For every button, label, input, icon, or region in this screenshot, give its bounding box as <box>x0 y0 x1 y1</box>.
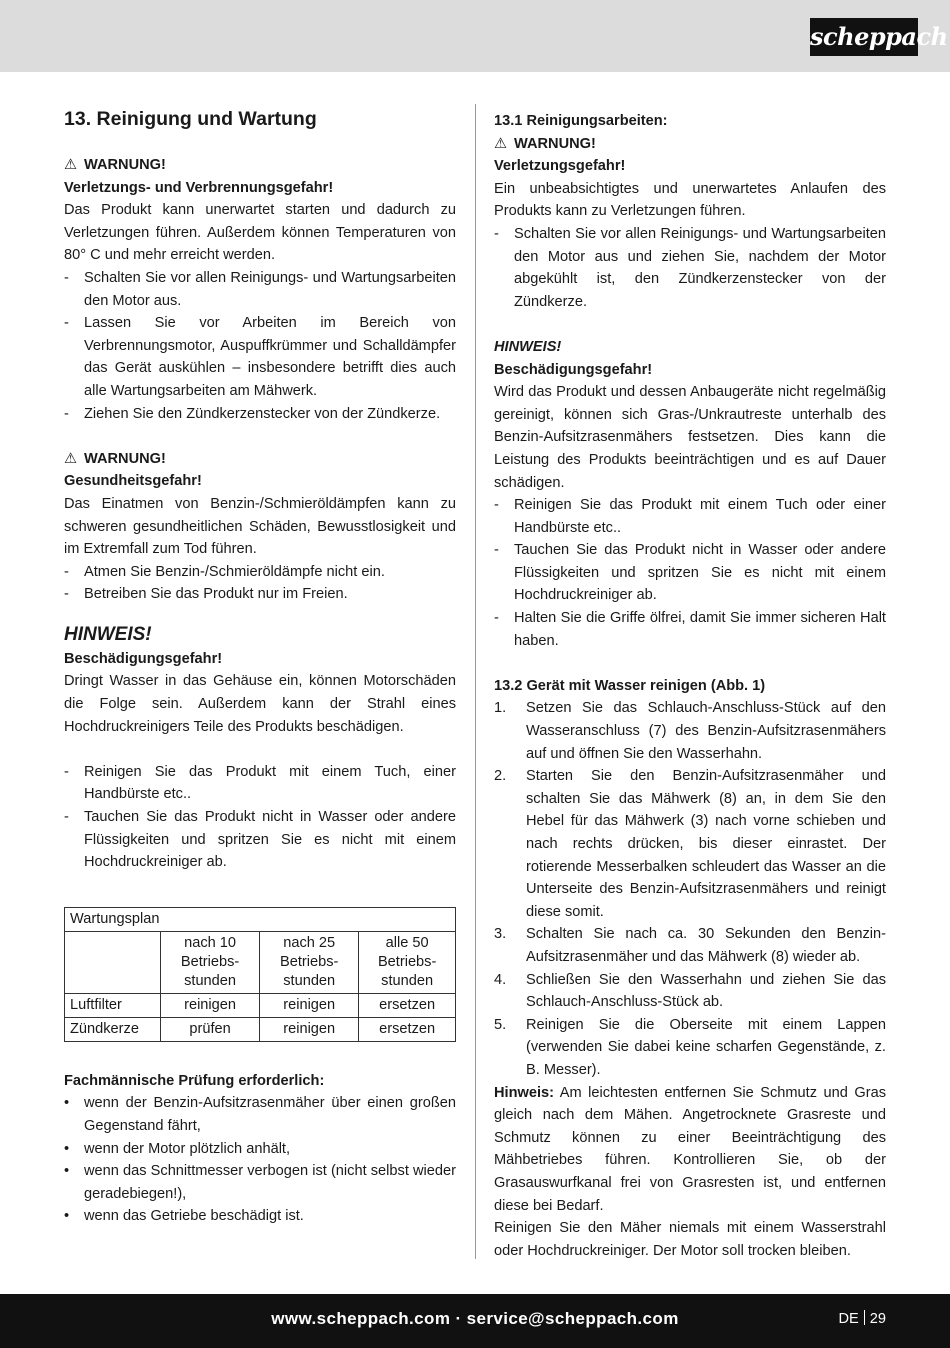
table-corner <box>65 931 161 993</box>
notice-heading: HINWEIS! <box>494 338 562 355</box>
list-item: - Reinigen Sie das Produkt mit einem Tuch oder einer Handbürste etc.. <box>494 494 886 539</box>
step-item <box>494 969 886 1014</box>
warning-triangle-icon: ⚠ <box>64 450 78 467</box>
page-header <box>0 0 950 72</box>
warning-heading <box>64 154 456 177</box>
notice-text: Wird das Produkt und dessen Anbaugeräte nicht regelmäßig gereinigt, können sich Gras-/Unkrautreste unterhalb des Benzin-Aufsitzrasenmähers festsetzen. Dies kann die Leistung des Produkts beeinträchtigen und es auf Dauer schädigen. <box>494 384 886 491</box>
list-item: • wenn das Getriebe beschädigt ist. <box>64 1205 456 1228</box>
step-text: Schließen Sie den Wasserhahn und ziehen Sie das Schlauch-Anschluss-Stück ab. <box>526 971 886 1011</box>
warning-subheading: Verletzungsgefahr! <box>494 158 626 175</box>
table-cell: reinigen <box>260 1017 359 1041</box>
subsection-title: 13.2 Gerät mit Wasser reinigen (Abb. 1) <box>494 677 766 694</box>
table-cell: prüfen <box>161 1017 260 1041</box>
step-number: 3. <box>494 926 507 943</box>
footer-contact: www.scheppach.com · service@scheppach.com <box>271 1309 679 1328</box>
list-item: • wenn der Benzin-Aufsitzrasenmäher über einen großen Gegenstand fährt, <box>64 1092 456 1137</box>
warning-text: Das Einatmen von Benzin-/Schmieröldämpfen kann zu schweren gesundheitlichen Schäden, Bewusstlosigkeit und im Extremfall zum Tod führen. <box>64 495 456 558</box>
table-cell: ersetzen <box>359 993 456 1017</box>
inspection-heading: Fachmännische Prüfung erforderlich: <box>64 1072 325 1089</box>
warning-label: WARNUNG! <box>514 135 596 152</box>
list-item: - Reinigen Sie das Produkt mit einem Tuch, einer Handbürste etc.. <box>64 761 456 806</box>
table-cell: ersetzen <box>359 1017 456 1041</box>
table-row-label: Luftfilter <box>65 993 161 1017</box>
page-footer <box>0 1294 950 1348</box>
notice-subheading: Beschädigungsgefahr! <box>494 361 653 378</box>
subsection-title: 13.1 Reinigungsarbeiten: <box>494 113 668 129</box>
warning-triangle-icon: ⚠ <box>64 157 78 173</box>
list-item: - Schalten Sie vor allen Reinigungs- und Wartungsarbeiten den Motor aus. <box>64 267 456 312</box>
warning-heading <box>494 133 886 156</box>
table-title: Wartungsplan <box>65 907 456 931</box>
notice-text: Dringt Wasser in das Gehäuse ein, können Motorschäden die Folge sein. Außerdem kann der Strahl eines Hochdruckreinigers Teile des Produkts beschädigen. <box>64 673 456 735</box>
step-number: 1. <box>494 700 507 717</box>
language-code: DE <box>838 1311 859 1327</box>
final-text: Reinigen Sie den Mäher niemals mit einem Wasserstrahl oder Hochdruckreiniger. Der Motor soll trocken bleiben. <box>494 1220 886 1259</box>
table-row <box>65 993 456 1017</box>
warning-label: WARNUNG! <box>84 450 166 467</box>
brand-logo: scheppach <box>810 18 918 56</box>
warning-triangle-icon: ⚠ <box>494 135 508 152</box>
table-cell: reinigen <box>161 993 260 1017</box>
step-item <box>494 765 886 923</box>
right-column <box>494 110 886 1262</box>
left-column <box>64 106 456 1228</box>
step-item <box>494 697 886 765</box>
note-paragraph <box>494 1082 886 1218</box>
table-cell: reinigen <box>260 993 359 1017</box>
list-item: - Atmen Sie Benzin-/Schmieröldämpfe nicht ein. <box>64 561 456 584</box>
warning-label: WARNUNG! <box>84 157 166 173</box>
step-text: Reinigen Sie die Oberseite mit einem Lappen (verwenden Sie dabei keine scharfen Gegenstände, z. B. Messer). <box>526 1016 886 1078</box>
notice-subheading: Beschädigungsgefahr! <box>64 650 223 667</box>
table-row <box>65 1017 456 1041</box>
warning-text: Das Produkt kann unerwartet starten und dadurch zu Verletzungen führen. Außerdem können Temperaturen von 80° C und mehr erreicht werden. <box>64 202 456 264</box>
table-header: nach 25 Betriebs-stunden <box>260 931 359 993</box>
warning-subheading: Gesundheitsgefahr! <box>64 473 202 490</box>
list-item: - Tauchen Sie das Produkt nicht in Wasser oder andere Flüssigkeiten und spritzen Sie es nicht mit einem Hochdruckreiniger ab. <box>64 806 456 874</box>
warning-heading <box>64 448 456 471</box>
list-item: • wenn das Schnittmesser verbogen ist (nicht selbst wieder geradebiegen!), <box>64 1160 456 1205</box>
step-text: Schalten Sie nach ca. 30 Sekunden den Benzin-Aufsitzrasenmäher und das Mähwerk (8) wieder ab. <box>526 926 886 965</box>
step-item <box>494 1014 886 1082</box>
page-index: 29 <box>869 1311 886 1327</box>
step-item <box>494 923 886 968</box>
section-title: 13. Reinigung und Wartung <box>64 108 317 130</box>
list-item: - Tauchen Sie das Produkt nicht in Wasser oder andere Flüssigkeiten und spritzen Sie es nicht mit einem Hochdruckreiniger ab. <box>494 539 886 607</box>
list-item: • wenn der Motor plötzlich anhält, <box>64 1138 456 1161</box>
notice-heading: HINWEIS! <box>64 623 152 645</box>
list-item: - Halten Sie die Griffe ölfrei, damit Sie immer sicheren Halt haben. <box>494 607 886 652</box>
page-number <box>838 1310 886 1327</box>
step-text: Starten Sie den Benzin-Aufsitzrasenmäher und schalten Sie das Mähwerk (8) an, in dem Sie den Hebel für das Mähwerk (3) nach vorne schieben und nach rechts drücken, bis dieser einrastet. Der rotierende Messerbalken schleudert das Wasser an die Unterseite des Benzin-Aufsitzrasenmähers und reinigt diese somit. <box>526 768 886 920</box>
list-item: - Ziehen Sie den Zündkerzenstecker von der Zündkerze. <box>64 403 456 426</box>
note-text: Am leichtesten entfernen Sie Schmutz und Gras gleich nach dem Mähen. Angetrocknete Grasreste und Schmutz können zu einer Beeinträchtigung des Mähbetriebes führen. Kontrollieren Sie, ob der Grasauswurfkanal frei von Grasresten ist, und entfernen diese bei Bedarf. <box>494 1084 886 1214</box>
step-text: Setzen Sie das Schlauch-Anschluss-Stück auf den Wasseranschluss (7) des Benzin-Aufsitzrasenmähers auf und öffnen Sie den Wasserhahn. <box>526 700 886 762</box>
step-number: 4. <box>494 971 507 988</box>
list-item: - Schalten Sie vor allen Reinigungs- und Wartungsarbeiten den Motor aus und ziehen Sie, nachdem der Motor abgekühlt ist, den Zündkerzenstecker von der Zündkerze. <box>494 223 886 313</box>
note-label: Hinweis: <box>494 1084 555 1101</box>
warning-text: Ein unbeabsichtigtes und unerwartetes Anlaufen des Produkts kann zu Verletzungen führen. <box>494 180 886 220</box>
column-divider <box>475 104 476 1259</box>
list-item: - Lassen Sie vor Arbeiten im Bereich von Verbrennungsmotor, Auspuffkrümmer und Schalldämpfer das Gerät auskühlen – insbesondere betrifft dies auch alle Wartungsarbeiten am Mähwerk. <box>64 312 456 402</box>
maintenance-table <box>64 907 456 1042</box>
table-row-label: Zündkerze <box>65 1017 161 1041</box>
step-number: 2. <box>494 768 507 785</box>
step-number: 5. <box>494 1016 507 1033</box>
warning-subheading: Verletzungs- und Verbrennungsgefahr! <box>64 179 334 196</box>
list-item: - Betreiben Sie das Produkt nur im Freien. <box>64 583 456 606</box>
table-header: nach 10 Betriebs-stunden <box>161 931 260 993</box>
table-header: alle 50 Betriebs-stunden <box>359 931 456 993</box>
